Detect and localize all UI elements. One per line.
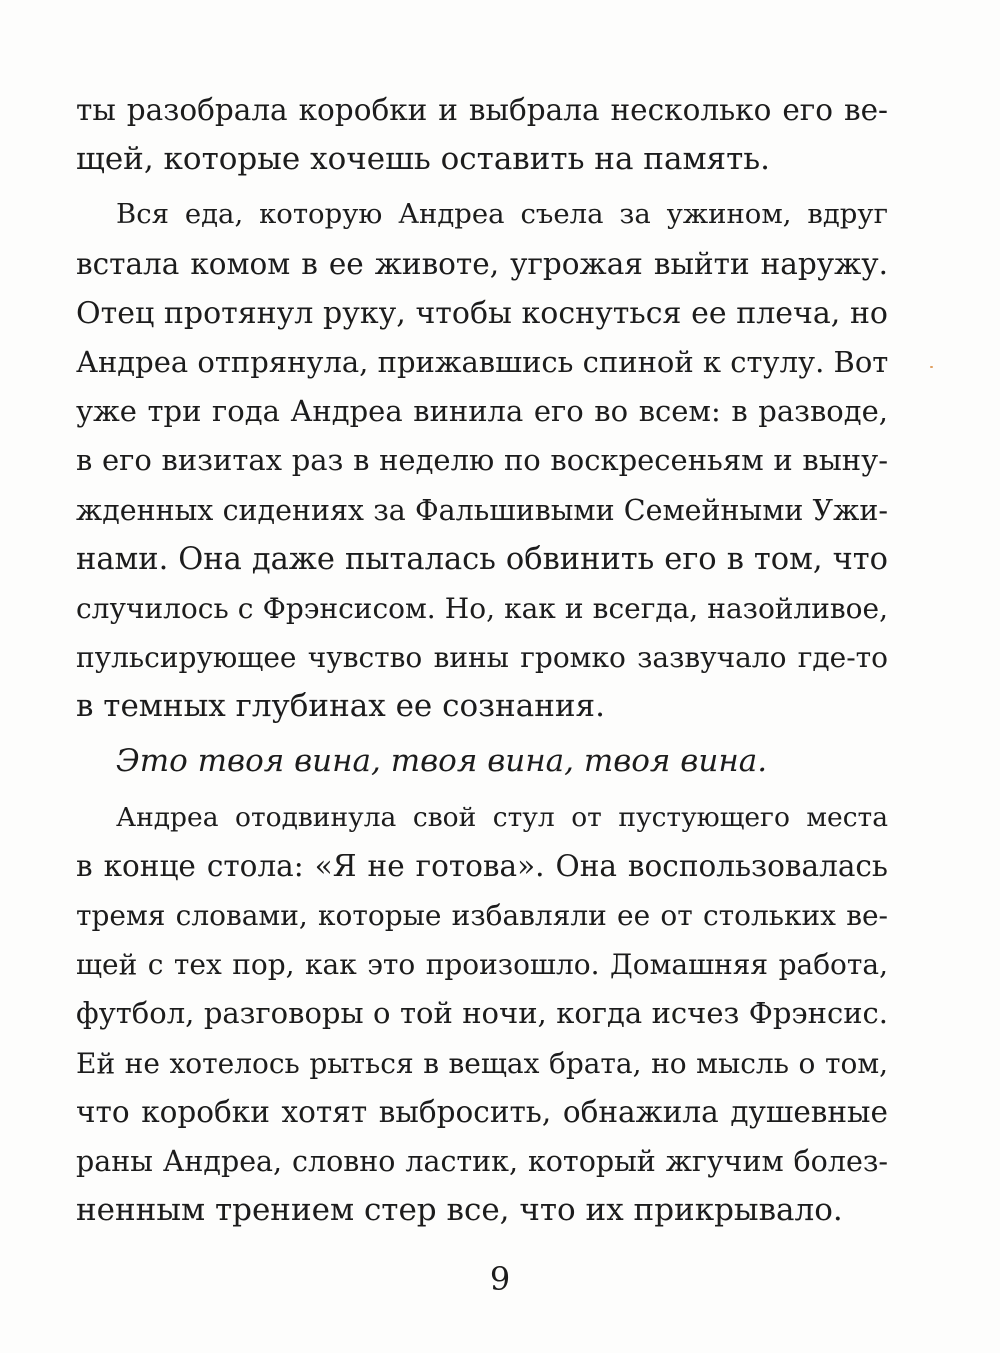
text-line: Андреа отодвинула свой стул от пустующего места: [116, 801, 888, 833]
text-line: нами. Она даже пыталась обвинить его в том, что: [76, 541, 888, 577]
text-line: ты разобрала коробки и выбрала несколько его ве-: [76, 93, 888, 127]
paragraph-1: [76, 86, 888, 184]
text-line: жденных сидениях за Фальшивыми Семейными Ужи-: [76, 493, 888, 527]
paragraph-2: [76, 190, 888, 731]
text-line: футбол, разговоры о той ночи, когда исчез Фрэнсис.: [76, 996, 888, 1031]
body-text: [76, 86, 888, 1235]
paragraph-3-italic: [76, 737, 888, 786]
text-line: в конце стола: «Я не готова». Она воспользовалась: [76, 848, 888, 883]
text-line: Это твоя вина, твоя вина, твоя вина.: [116, 743, 768, 780]
text-line: встала комом в ее животе, угрожая выйти наружу.: [76, 246, 888, 281]
page-number: 9: [489, 1260, 511, 1298]
text-line: щей, которые хочешь оставить на память.: [76, 141, 770, 178]
text-line: Отец протянул руку, чтобы коснуться ее плеча, но: [76, 295, 888, 331]
text-line: раны Андреа, словно ластик, который жгучим болез-: [76, 1144, 888, 1178]
text-line: что коробки хотят выбросить, обнажила душевные: [76, 1094, 888, 1129]
text-line: ненным трением стер все, что их прикрывало.: [76, 1192, 843, 1229]
text-line: уже три года Андреа винила его во всем: в разводе,: [76, 394, 888, 429]
text-line: Ей не хотелось рыться в вещах брата, но мысль о том,: [76, 1046, 888, 1080]
text-line: Андреа отпрянула, прижавшись спиной к стулу. Вот: [76, 344, 889, 379]
text-line: в темных глубинах ее сознания.: [76, 688, 605, 725]
paragraph-4: [76, 793, 888, 1236]
text-line: щей с тех пор, как это произошло. Домашняя работа,: [76, 948, 888, 982]
text-line: Вся еда, которую Андреа съела за ужином, вдруг: [116, 198, 888, 231]
text-line: случилось с Фрэнсисом. Но, как и всегда, назойливое,: [76, 591, 888, 625]
paper-speck: [930, 366, 933, 368]
text-line: тремя словами, которые избавляли ее от стольких ве-: [76, 899, 888, 932]
text-line: в его визитах раз в неделю по воскресеньям и выну-: [76, 443, 888, 478]
text-line: пульсирующее чувство вины громко зазвучало где-то: [76, 641, 888, 675]
